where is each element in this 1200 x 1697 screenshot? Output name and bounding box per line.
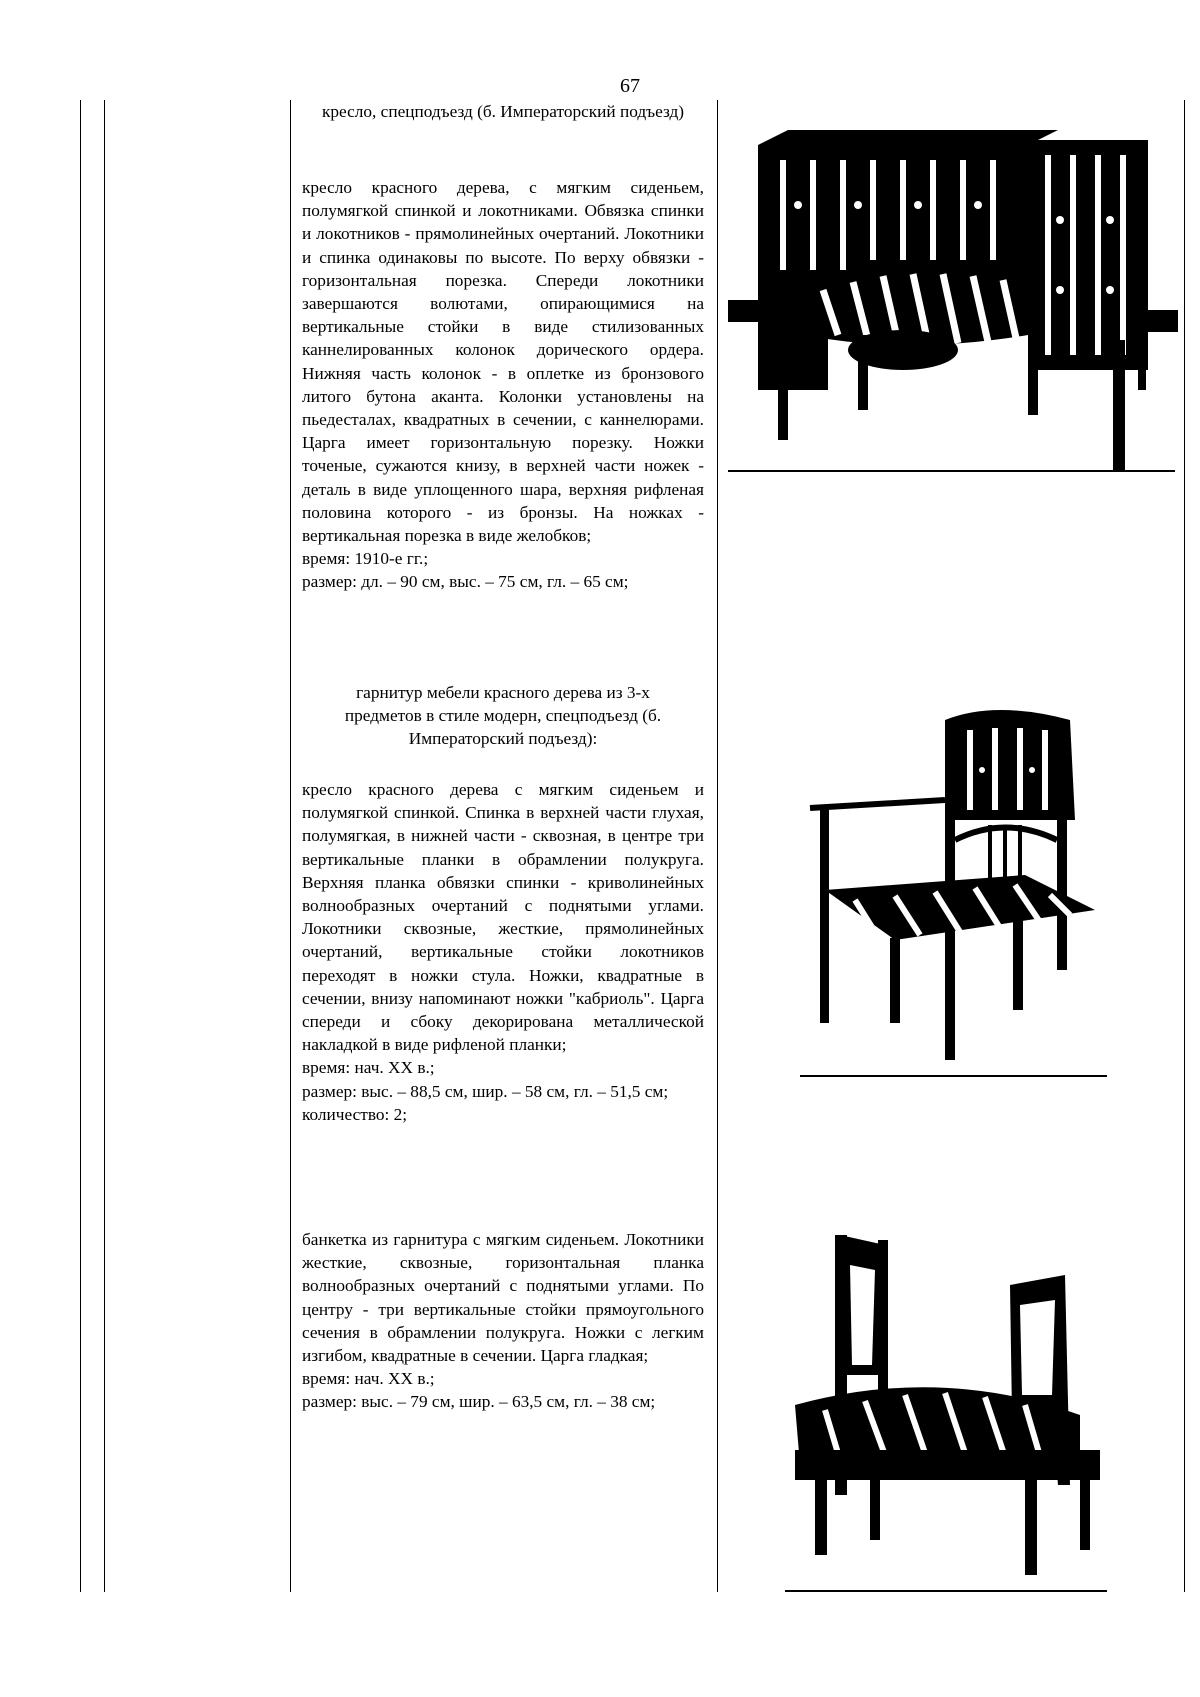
armchair-photo [728,110,1178,480]
chair-photo [795,700,1115,1080]
photo-divider [800,1075,1107,1077]
section-heading: кресло, спецподъезд (б. Императорский подъезд) [321,102,685,121]
section-armchair-body [302,176,704,594]
item-description: кресло красного дерева с мягким сиденьем и полумягкой спинкой. Спинка в верхней части глухая, полумягкая, в нижней части - сквозная, в центре три вертикальные планки в обрамлении полукруга. Верхняя планка обвязки спинки - криволинейных волнообразных очертаний с поднятыми углами. Локотники сквозные, жесткие, прямолинейных очертаний, вертикальные стойки локотников переходят в ножки стула. Ножки, квадратные в сечении, внизу напоминают ножки "кабриоль". Царга спереди и сбоку декорирована металлической накладкой в виде рифленой планки; [302,780,704,1055]
item-description: банкетка из гарнитура с мягким сиденьем. Локотники жесткие, сквозные, горизонтальная планка волнообразных очертаний с поднятыми углами. По центру - три вертикальные стойки прямоугольного сечения в обрамлении полукруга. Ножки с легким изгибом, квадратные в сечении. Царга гладкая; [302,1230,704,1366]
item-time: время: нач. XX в.; [302,1369,435,1389]
table-border-left-inner [104,100,105,1592]
section-set [302,681,704,751]
table-border-text-left [290,100,291,1592]
page-number: 67 [620,75,640,97]
section-heading: гарнитур мебели красного дерева из 3-х предметов в стиле модерн, спецподъезд (б. Императорский подъезд): [344,683,662,749]
photo-divider [728,470,1175,472]
item-quantity: количество: 2; [302,1104,408,1124]
table-border-right [1184,100,1185,1592]
item-time: время: нач. XX в.; [302,1058,435,1078]
set-item-chair [302,778,704,1126]
bench-photo [780,1225,1120,1595]
item-size: размер: дл. – 90 см, выс. – 75 см, гл. – 65 см; [302,572,629,592]
table-border-text-right [717,100,718,1592]
item-size: размер: выс. – 88,5 см, шир. – 58 см, гл. – 51,5 см; [302,1081,669,1101]
item-size: размер: выс. – 79 см, шир. – 63,5 см, гл. – 38 см; [302,1392,656,1412]
table-border-left-outer [80,100,81,1592]
set-item-bench [302,1228,704,1414]
section-armchair [302,100,704,123]
item-description: кресло красного дерева, с мягким сиденьем, полумягкой спинкой и локотниками. Обвязка спинки и локотников - прямолинейных очертаний. Локотники и спинка одинаковы по высоте. По верху обвязки - горизонтальная порезка. Спереди локотники завершаются волютами, опирающимися на вертикальные стойки в виде стилизованных каннелированных колонок дорического ордера. Нижняя часть колонок - в оплетке из бронзового литого бутона аканта. Колонки установлены на пьедесталах, квадратных в сечении, с каннелюрами. Царга имеет горизонтальную порезку. Ножки точеные, сужаются книзу, в верхней части ножек - деталь в виде уплощенного шара, верхняя рифленая половина которого - из бронзы. На ножках - вертикальная порезка в виде желобков; [302,178,704,546]
item-time: время: 1910-е гг.; [302,549,429,569]
photo-divider [785,1590,1107,1592]
